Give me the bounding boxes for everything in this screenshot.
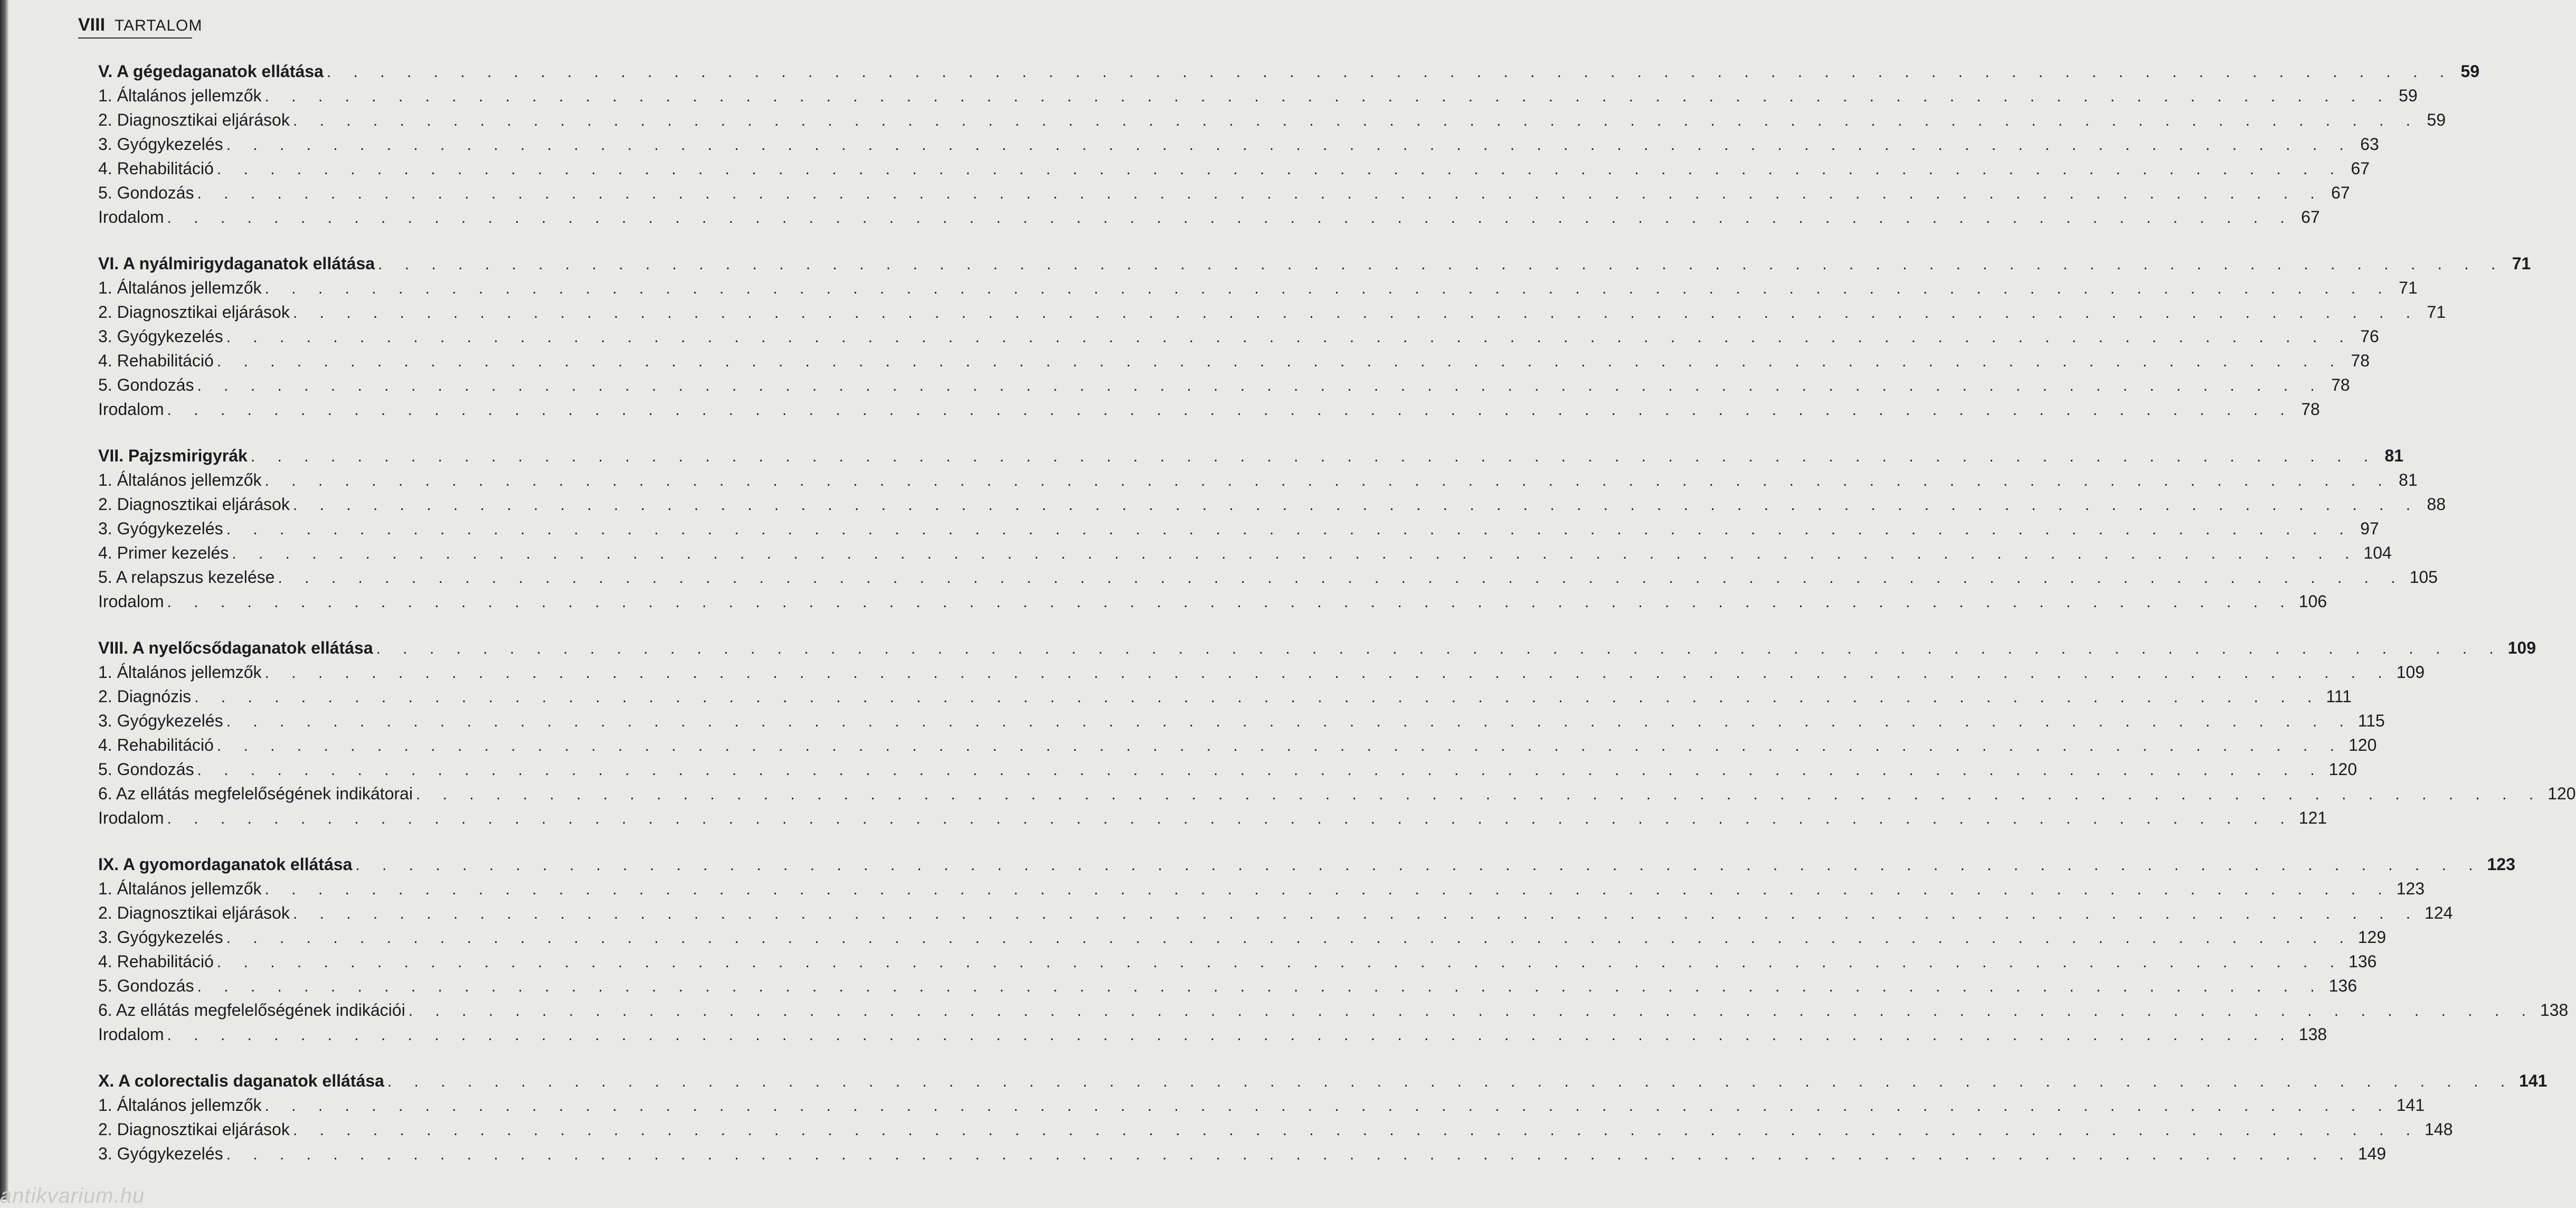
page-number: 78 <box>2351 351 2370 370</box>
dot-leader: . . . . . . . . . . . . . . . . . . . . . . . . . . . . . . . . . . . . . . . . . . . . . . . . . . . . . . . . . . . . . . . . . . . . . . . . . . . . . . . . <box>387 1073 2514 1090</box>
entry-label: 1. Általános jellemzők <box>98 1096 262 1115</box>
toc-entry[interactable] <box>98 541 2392 565</box>
dot-leader: . . . . . . . . . . . . . . . . . . . . . . . . . . . . . . . . . . . . . . . . . . . . . . . . . . . . . . . . . . . . . . . . . . . . . . . . . . . . . . . . <box>376 640 2503 657</box>
toc-entry[interactable] <box>98 876 2425 901</box>
page-number: 97 <box>2360 519 2379 538</box>
dot-leader: . . . . . . . . . . . . . . . . . . . . . . . . . . . . . . . . . . . . . . . . . . . . . . . . . . . . . . . . . . . . . . . . . . . . . . . . . . . . . . . . <box>264 280 2391 297</box>
entry-label: 1. Általános jellemzők <box>98 470 262 489</box>
dot-leader: . . . . . . . . . . . . . . . . . . . . . . . . . . . . . . . . . . . . . . . . . . . . . . . . . . . . . . . . . . . . . . . . . . . . . . . . . . . . . . . . <box>197 185 2324 202</box>
page-number: 141 <box>2396 1096 2425 1115</box>
dot-leader: . . . . . . . . . . . . . . . . . . . . . . . . . . . . . . . . . . . . . . . . . . . . . . . . . . . . . . . . . . . . . . . . . . . . . . . . . . . . . . . . <box>226 521 2353 538</box>
entry-label: 3. Gyógykezelés <box>98 135 223 154</box>
dot-leader: . . . . . . . . . . . . . . . . . . . . . . . . . . . . . . . . . . . . . . . . . . . . . . . . . . . . . . . . . . . . . . . . . . . . . . . . . . . . . . . . <box>264 472 2391 489</box>
toc-entry[interactable] <box>98 806 2327 830</box>
toc-entry[interactable] <box>98 589 2327 614</box>
chapter-title: VII. Pajzsmirigyrák <box>98 446 248 465</box>
toc-entry[interactable] <box>98 660 2425 684</box>
toc-entry[interactable] <box>98 492 2446 516</box>
dot-leader: . . . . . . . . . . . . . . . . . . . . . . . . . . . . . . . . . . . . . . . . . . . . . . . . . . . . . . . . . . . . . . . . . . . . . . . . . . . . . . . . <box>226 713 2353 730</box>
page-number: 71 <box>2427 303 2446 322</box>
entry-label: 4. Primer kezelés <box>98 543 229 562</box>
toc-entry[interactable] <box>98 949 2377 974</box>
dot-leader: . . . . . . . . . . . . . . . . . . . . . . . . . . . . . . . . . . . . . . . . . . . . . . . . . . . . . . . . . . . . . . . . . . . . . . . . . . . . . . . . <box>197 761 2324 779</box>
toc-entry[interactable] <box>98 901 2453 925</box>
chapter-heading[interactable] <box>98 852 2515 876</box>
toc-entry[interactable] <box>98 1117 2453 1141</box>
dot-leader: . . . . . . . . . . . . . . . . . . . . . . . . . . . . . . . . . . . . . . . . . . . . . . . . . . . . . . . . . . . . . . . . . . . . . . . . . . . . . . . . <box>216 161 2344 178</box>
entry-label: 5. A relapszus kezelése <box>98 568 275 587</box>
page-number: 115 <box>2357 711 2385 730</box>
dot-leader: . . . . . . . . . . . . . . . . . . . . . . . . . . . . . . . . . . . . . . . . . . . . . . . . . . . . . . . . . . . . . . . . . . . . . . . . . . . . . . . . <box>216 737 2344 754</box>
entry-label: 2. Diagnosztikai eljárások <box>98 303 290 322</box>
entry-label: 2. Diagnosztikai eljárások <box>98 1120 290 1139</box>
entry-label: 5. Gondozás <box>98 375 194 394</box>
page-number: 136 <box>2328 976 2357 995</box>
page-number: 149 <box>2357 1144 2386 1163</box>
page-number: 81 <box>2399 470 2418 489</box>
page-number: 59 <box>2427 110 2446 129</box>
page-number: 67 <box>2331 183 2350 202</box>
toc-entry[interactable] <box>98 974 2357 998</box>
page-number: 76 <box>2360 327 2379 346</box>
toc-entry[interactable] <box>98 925 2386 949</box>
toc-section <box>98 636 2576 830</box>
chapter-title: V. A gégedaganatok ellátása <box>98 62 324 81</box>
toc-section <box>98 852 2569 1046</box>
dot-leader: . . . . . . . . . . . . . . . . . . . . . . . . . . . . . . . . . . . . . . . . . . . . . . . . . . . . . . . . . . . . . . . . . . . . . . . . . . . . . . . . <box>232 545 2359 562</box>
toc-section <box>98 1069 2547 1166</box>
dot-leader: . . . . . . . . . . . . . . . . . . . . . . . . . . . . . . . . . . . . . . . . . . . . . . . . . . . . . . . . . . . . . . . . . . . . . . . . . . . . . . . . <box>264 1097 2391 1115</box>
page-number: 120 <box>2348 735 2377 754</box>
entry-label: 5. Gondozás <box>98 760 194 779</box>
toc-entry[interactable] <box>98 565 2438 589</box>
entry-label: 1. Általános jellemzők <box>98 86 262 105</box>
entry-label: 2. Diagnosztikai eljárások <box>98 903 290 922</box>
dot-leader: . . . . . . . . . . . . . . . . . . . . . . . . . . . . . . . . . . . . . . . . . . . . . . . . . . . . . . . . . . . . . . . . . . . . . . . . . . . . . . . . <box>167 1026 2294 1044</box>
page-number: 71 <box>2399 278 2418 297</box>
dot-leader: . . . . . . . . . . . . . . . . . . . . . . . . . . . . . . . . . . . . . . . . . . . . . . . . . . . . . . . . . . . . . . . . . . . . . . . . . . . . . . . . <box>408 1002 2535 1020</box>
toc-entry[interactable] <box>98 348 2370 373</box>
watermark: antikvarium.hu <box>0 1184 145 1207</box>
toc-entry[interactable] <box>98 709 2385 733</box>
toc-entry[interactable] <box>98 108 2446 132</box>
entry-label: 3. Gyógykezelés <box>98 711 223 730</box>
toc-entry[interactable] <box>98 397 2320 421</box>
chapter-title: VI. A nyálmirigydaganatok ellátása <box>98 254 375 273</box>
toc-section <box>98 59 2480 229</box>
toc-entry[interactable] <box>98 468 2418 492</box>
dot-leader: . . . . . . . . . . . . . . . . . . . . . . . . . . . . . . . . . . . . . . . . . . . . . . . . . . . . . . . . . . . . . . . . . . . . . . . . . . . . . . . . <box>216 353 2344 370</box>
page-number: 120 <box>2328 760 2357 779</box>
page-number: 106 <box>2298 592 2327 611</box>
page-number: 111 <box>2326 687 2352 706</box>
chapter-heading[interactable] <box>98 636 2536 660</box>
entry-label: 4. Rehabilitáció <box>98 351 214 370</box>
page-number: 138 <box>2298 1025 2327 1044</box>
entry-label: 4. Rehabilitáció <box>98 952 214 971</box>
toc-entry[interactable] <box>98 733 2377 757</box>
dot-leader: . . . . . . . . . . . . . . . . . . . . . . . . . . . . . . . . . . . . . . . . . . . . . . . . . . . . . . . . . . . . . . . . . . . . . . . . . . . . . . . . <box>264 664 2391 682</box>
page-number: 67 <box>2301 207 2320 227</box>
toc-entry[interactable] <box>98 181 2350 205</box>
entry-label: 3. Gyógykezelés <box>98 1144 223 1163</box>
entry-label: 4. Rehabilitáció <box>98 735 214 754</box>
dot-leader: . . . . . . . . . . . . . . . . . . . . . . . . . . . . . . . . . . . . . . . . . . . . . . . . . . . . . . . . . . . . . . . . . . . . . . . . . . . . . . . . <box>292 905 2420 922</box>
toc-section <box>98 251 2531 421</box>
entry-label: 2. Diagnosztikai eljárások <box>98 495 290 514</box>
dot-leader: . . . . . . . . . . . . . . . . . . . . . . . . . . . . . . . . . . . . . . . . . . . . . . . . . . . . . . . . . . . . . . . . . . . . . . . . . . . . . . . . <box>264 88 2391 105</box>
page-number: 123 <box>2487 855 2515 874</box>
toc-entry[interactable] <box>98 757 2357 781</box>
page-number: 71 <box>2512 254 2531 273</box>
page-number: 124 <box>2425 903 2453 922</box>
page-number: 78 <box>2301 400 2320 419</box>
dot-leader: . . . . . . . . . . . . . . . . . . . . . . . . . . . . . . . . . . . . . . . . . . . . . . . . . . . . . . . . . . . . . . . . . . . . . . . . . . . . . . . . <box>167 209 2294 227</box>
toc-entry[interactable] <box>98 276 2418 300</box>
toc-entry[interactable] <box>98 300 2446 324</box>
entry-label: 3. Gyógykezelés <box>98 519 223 538</box>
chapter-heading[interactable] <box>98 251 2531 276</box>
page-number: 129 <box>2357 928 2386 947</box>
dot-leader: . . . . . . . . . . . . . . . . . . . . . . . . . . . . . . . . . . . . . . . . . . . . . . . . . . . . . . . . . . . . . . . . . . . . . . . . . . . . . . . . <box>167 593 2294 611</box>
toc-entry[interactable] <box>98 684 2352 709</box>
chapter-title: IX. A gyomordaganatok ellátása <box>98 855 353 874</box>
chapter-heading[interactable] <box>98 1069 2547 1093</box>
toc-entry[interactable] <box>98 1093 2425 1117</box>
toc-entry[interactable] <box>98 1022 2327 1046</box>
toc-section <box>98 443 2446 614</box>
toc-entry[interactable] <box>98 998 2569 1022</box>
toc-entry[interactable] <box>98 373 2350 397</box>
entry-label: Irodalom <box>98 592 164 611</box>
dot-leader: . . . . . . . . . . . . . . . . . . . . . . . . . . . . . . . . . . . . . . . . . . . . . . . . . . . . . . . . . . . . . . . . . . . . . . . . . . . . . . . . <box>167 810 2294 827</box>
table-of-contents <box>98 59 2576 1188</box>
page-number: 109 <box>2396 663 2425 682</box>
entry-label: 2. Diagnosztikai eljárások <box>98 110 290 129</box>
page-number: 67 <box>2351 159 2370 178</box>
dot-leader: . . . . . . . . . . . . . . . . . . . . . . . . . . . . . . . . . . . . . . . . . . . . . . . . . . . . . . . . . . . . . . . . . . . . . . . . . . . . . . . . <box>415 786 2543 803</box>
entry-label: Irodalom <box>98 808 164 827</box>
page-number: 120 <box>2547 784 2576 803</box>
entry-label: 3. Gyógykezelés <box>98 327 223 346</box>
entry-label: 6. Az ellátás megfelelőségének indikációi <box>98 1001 405 1020</box>
page-number: 121 <box>2298 808 2327 827</box>
dot-leader: . . . . . . . . . . . . . . . . . . . . . . . . . . . . . . . . . . . . . . . . . . . . . . . . . . . . . . . . . . . . . . . . . . . . . . . . . . . . . . . . <box>216 954 2344 971</box>
entry-label: 6. Az ellátás megfelelőségének indikátorai <box>98 784 413 803</box>
header-page-number: VIII <box>78 15 106 35</box>
chapter-heading[interactable] <box>98 59 2480 83</box>
entry-label: 1. Általános jellemzők <box>98 663 262 682</box>
dot-leader: . . . . . . . . . . . . . . . . . . . . . . . . . . . . . . . . . . . . . . . . . . . . . . . . . . . . . . . . . . . . . . . . . . . . . . . . . . . . . . . . <box>226 328 2353 346</box>
dot-leader: . . . . . . . . . . . . . . . . . . . . . . . . . . . . . . . . . . . . . . . . . . . . . . . . . . . . . . . . . . . . . . . . . . . . . . . . . . . . . . . . <box>292 112 2420 129</box>
entry-label: Irodalom <box>98 207 164 227</box>
entry-label: Irodalom <box>98 1025 164 1044</box>
header-title: TARTALOM <box>115 17 203 34</box>
page-number: 104 <box>2363 543 2392 562</box>
page-number: 141 <box>2519 1071 2547 1090</box>
dot-leader: . . . . . . . . . . . . . . . . . . . . . . . . . . . . . . . . . . . . . . . . . . . . . . . . . . . . . . . . . . . . . . . . . . . . . . . . . . . . . . . . <box>226 1146 2353 1163</box>
toc-entry[interactable] <box>98 1141 2386 1166</box>
entry-label: 1. Általános jellemzők <box>98 278 262 297</box>
page-number: 59 <box>2399 86 2418 105</box>
page-number: 148 <box>2425 1120 2453 1139</box>
dot-leader: . . . . . . . . . . . . . . . . . . . . . . . . . . . . . . . . . . . . . . . . . . . . . . . . . . . . . . . . . . . . . . . . . . . . . . . . . . . . . . . . <box>197 377 2324 394</box>
dot-leader: . . . . . . . . . . . . . . . . . . . . . . . . . . . . . . . . . . . . . . . . . . . . . . . . . . . . . . . . . . . . . . . . . . . . . . . . . . . . . . . . <box>278 569 2404 587</box>
running-header <box>78 15 203 39</box>
page-edge-shadow <box>0 0 8 1200</box>
toc-entry[interactable] <box>98 516 2379 541</box>
entry-label: 5. Gondozás <box>98 976 194 995</box>
dot-leader: . . . . . . . . . . . . . . . . . . . . . . . . . . . . . . . . . . . . . . . . . . . . . . . . . . . . . . . . . . . . . . . . . . . . . . . . . . . . . . . . <box>292 304 2420 322</box>
dot-leader: . . . . . . . . . . . . . . . . . . . . . . . . . . . . . . . . . . . . . . . . . . . . . . . . . . . . . . . . . . . . . . . . . . . . . . . . . . . . . . . . <box>226 929 2353 947</box>
chapter-heading[interactable] <box>98 443 2404 468</box>
page-number: 109 <box>2507 638 2536 657</box>
entry-label: 5. Gondozás <box>98 183 194 202</box>
entry-label: 3. Gyógykezelés <box>98 928 223 947</box>
dot-leader: . . . . . . . . . . . . . . . . . . . . . . . . . . . . . . . . . . . . . . . . . . . . . . . . . . . . . . . . . . . . . . . . . . . . . . . . . . . . . . . . <box>292 496 2420 514</box>
entry-label: 1. Általános jellemzők <box>98 879 262 898</box>
dot-leader: . . . . . . . . . . . . . . . . . . . . . . . . . . . . . . . . . . . . . . . . . . . . . . . . . . . . . . . . . . . . . . . . . . . . . . . . . . . . . . . . <box>167 401 2294 419</box>
toc-entry[interactable] <box>98 205 2320 229</box>
toc-entry[interactable] <box>98 324 2379 348</box>
page-number: 138 <box>2540 1001 2569 1020</box>
dot-leader: . . . . . . . . . . . . . . . . . . . . . . . . . . . . . . . . . . . . . . . . . . . . . . . . . . . . . . . . . . . . . . . . . . . . . . . . . . . . . . . . <box>378 256 2505 273</box>
page-number: 88 <box>2427 495 2446 514</box>
entry-label: Irodalom <box>98 400 164 419</box>
chapter-title: VIII. A nyelőcsődaganatok ellátása <box>98 638 373 657</box>
entry-label: 4. Rehabilitáció <box>98 159 214 178</box>
page-number: 81 <box>2384 446 2404 465</box>
dot-leader: . . . . . . . . . . . . . . . . . . . . . . . . . . . . . . . . . . . . . . . . . . . . . . . . . . . . . . . . . . . . . . . . . . . . . . . . . . . . . . . . <box>292 1121 2420 1139</box>
page-number: 136 <box>2348 952 2377 971</box>
dot-leader: . . . . . . . . . . . . . . . . . . . . . . . . . . . . . . . . . . . . . . . . . . . . . . . . . . . . . . . . . . . . . . . . . . . . . . . . . . . . . . . . <box>355 856 2482 874</box>
chapter-title: X. A colorectalis daganatok ellátása <box>98 1071 384 1090</box>
page-number: 63 <box>2360 135 2379 154</box>
dot-leader: . . . . . . . . . . . . . . . . . . . . . . . . . . . . . . . . . . . . . . . . . . . . . . . . . . . . . . . . . . . . . . . . . . . . . . . . . . . . . . . . <box>326 63 2454 81</box>
page-number: 123 <box>2396 879 2425 898</box>
toc-entry[interactable] <box>98 781 2576 806</box>
dot-leader: . . . . . . . . . . . . . . . . . . . . . . . . . . . . . . . . . . . . . . . . . . . . . . . . . . . . . . . . . . . . . . . . . . . . . . . . . . . . . . . . <box>194 688 2321 706</box>
toc-entry[interactable] <box>98 132 2379 156</box>
toc-entry[interactable] <box>98 83 2418 108</box>
entry-label: 2. Diagnózis <box>98 687 192 706</box>
dot-leader: . . . . . . . . . . . . . . . . . . . . . . . . . . . . . . . . . . . . . . . . . . . . . . . . . . . . . . . . . . . . . . . . . . . . . . . . . . . . . . . . <box>197 978 2324 995</box>
dot-leader: . . . . . . . . . . . . . . . . . . . . . . . . . . . . . . . . . . . . . . . . . . . . . . . . . . . . . . . . . . . . . . . . . . . . . . . . . . . . . . . . <box>250 448 2378 465</box>
page-number: 59 <box>2460 62 2480 81</box>
dot-leader: . . . . . . . . . . . . . . . . . . . . . . . . . . . . . . . . . . . . . . . . . . . . . . . . . . . . . . . . . . . . . . . . . . . . . . . . . . . . . . . . <box>264 881 2391 898</box>
page-number: 78 <box>2331 375 2350 394</box>
dot-leader: . . . . . . . . . . . . . . . . . . . . . . . . . . . . . . . . . . . . . . . . . . . . . . . . . . . . . . . . . . . . . . . . . . . . . . . . . . . . . . . . <box>226 136 2353 154</box>
toc-entry[interactable] <box>98 156 2370 181</box>
page-number: 105 <box>2409 568 2438 587</box>
